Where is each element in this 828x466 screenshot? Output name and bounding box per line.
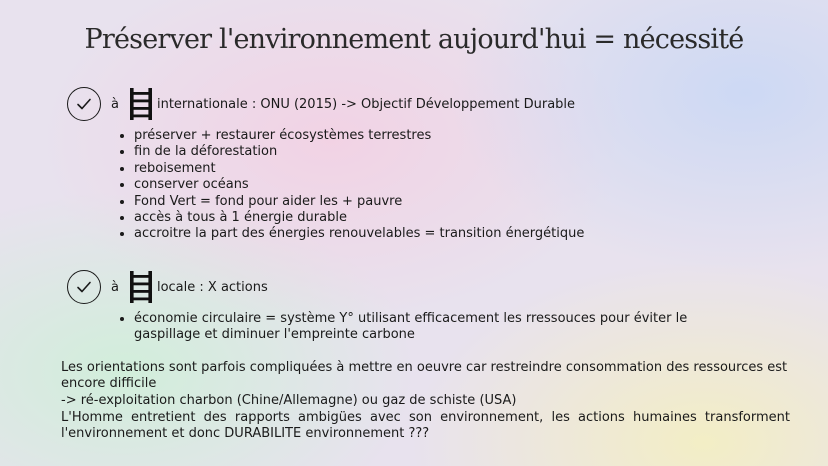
slide-title: Préserver l'environnement aujourd'hui = nécessité — [84, 24, 744, 55]
ladder-icon — [127, 87, 155, 121]
international-bullet-list — [118, 128, 584, 243]
section-prefix: à — [111, 279, 119, 295]
local-bullet-list — [118, 311, 704, 344]
list-item: • préserver + restaurer écosystèmes terrestres — [134, 128, 584, 144]
section-prefix: à — [111, 96, 119, 112]
list-item: • fin de la déforestation — [134, 144, 584, 160]
conclusion-line-3: L'Homme entretient des rapports ambigües avec son environnement, les actions humaines transforment l'environnement et donc DURABILITE environnement ??? — [61, 410, 790, 442]
list-item: • reboisement — [134, 161, 584, 177]
list-item: • conserver océans — [134, 177, 584, 193]
ladder-icon — [127, 270, 155, 304]
check-icon — [67, 87, 101, 121]
list-item: • accès à tous à 1 énergie durable — [134, 210, 584, 226]
list-item: • Fond Vert = fond pour aider les + pauvre — [134, 194, 584, 210]
section-local-heading — [67, 269, 268, 305]
list-item: • accroitre la part des énergies renouvelables = transition énergétique — [134, 226, 584, 242]
conclusion-line-2: -> ré-exploitation charbon (Chine/Allemagne) ou gaz de schiste (USA) — [61, 393, 517, 408]
section-international-heading — [67, 86, 575, 122]
list-item: • économie circulaire = système Y° utilisant efficacement les rressouces pour éviter le gaspillage et diminuer l'empreinte carbone — [134, 311, 704, 344]
section-heading: locale : X actions — [156, 279, 268, 295]
section-heading: internationale : ONU (2015) -> Objectif Développement Durable — [156, 96, 576, 112]
conclusion-line-1: Les orientations sont parfois compliquées à mettre en oeuvre car restreindre consommation des ressources est encore difficile — [61, 360, 788, 392]
check-icon — [67, 270, 101, 304]
